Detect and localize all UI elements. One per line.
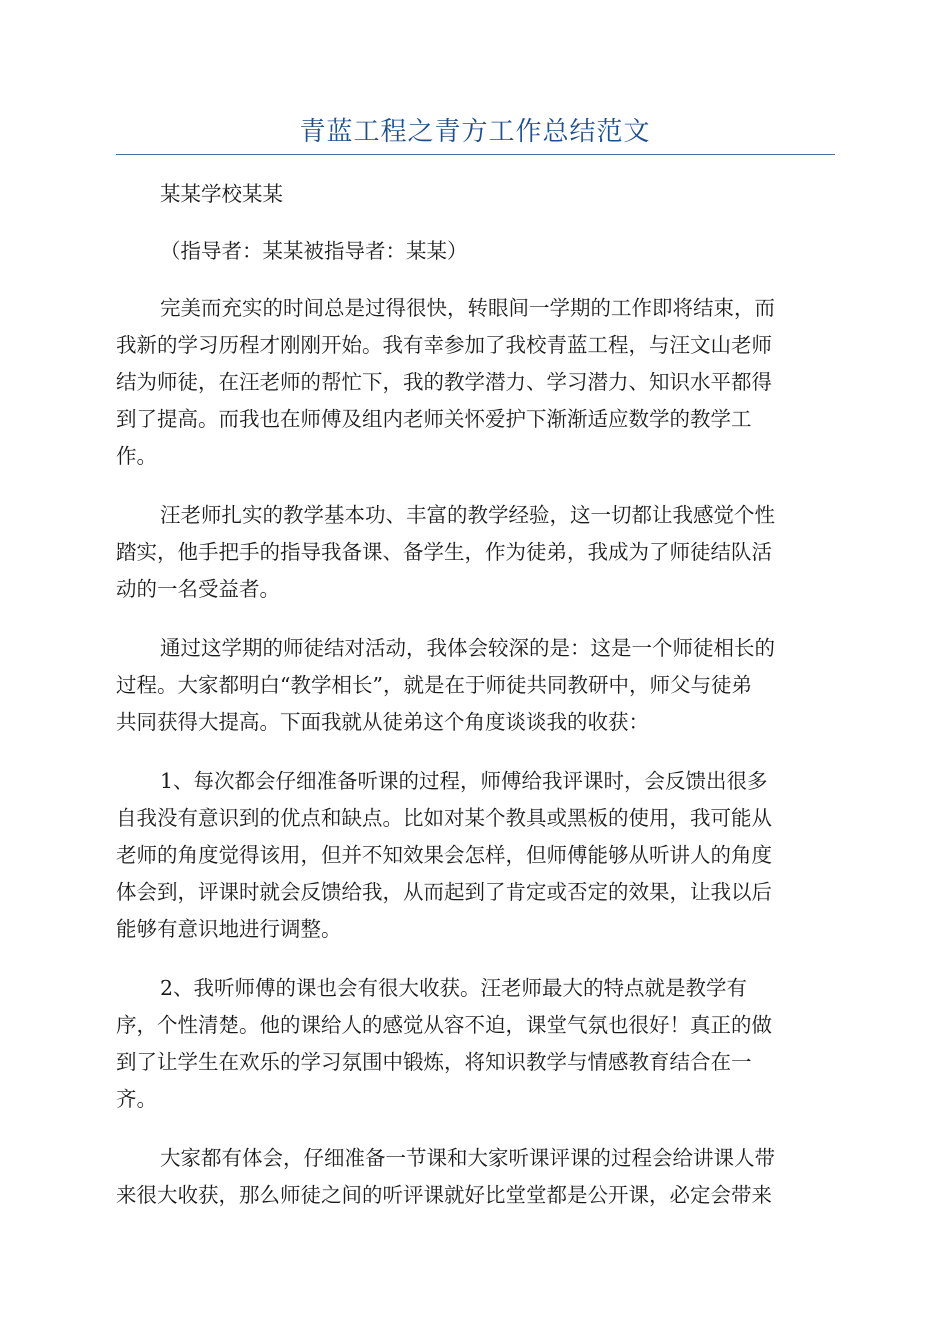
paragraph-line: 我新的学习历程才刚刚开始。我有幸参加了我校青蓝工程，与汪文山老师 [116, 333, 772, 357]
paragraph-line: 齐。 [116, 1087, 157, 1111]
paragraph-line: 2、我听师傅的课也会有很大收获。汪老师最大的特点就是教学有 [160, 976, 748, 1000]
paragraph-line: 自我没有意识到的优点和缺点。比如对某个教具或黑板的使用，我可能从 [116, 806, 772, 830]
paragraph-line: 体会到，评课时就会反馈给我，从而起到了肯定或否定的效果，让我以后 [116, 880, 772, 904]
paragraph-line: 老师的角度觉得该用，但并不知效果会怎样，但师傅能够从听讲人的角度 [116, 843, 772, 867]
mentor-line: （指导者：某某被指导者：某某） [160, 239, 468, 263]
document-title: 青蓝工程之青方工作总结范文 [299, 117, 651, 147]
paragraph-line: 来很大收获，那么师徒之间的听评课就好比堂堂都是公开课，必定会带来 [116, 1183, 772, 1207]
paragraph-line: 动的一名受益者。 [116, 577, 280, 601]
paragraph-5 [116, 970, 835, 1118]
paragraph-line: 通过这学期的师徒结对活动，我体会较深的是：这是一个师徒相长的 [160, 636, 775, 660]
paragraph-line: 到了让学生在欢乐的学习氛围中锻炼，将知识教学与情感教育结合在一 [116, 1050, 752, 1074]
paragraph-line: 能够有意识地进行调整。 [116, 917, 342, 941]
paragraph-line: 过程。大家都明白“教学相长”，就是在于师徒共同教研中，师父与徒弟 [116, 673, 752, 697]
document-body [116, 176, 835, 1214]
paragraph-3 [116, 630, 835, 741]
paragraph-line: 完美而充实的时间总是过得很快，转眼间一学期的工作即将结束，而 [160, 296, 775, 320]
paragraph-line: 到了提高。而我也在师傅及组内老师关怀爱护下渐渐适应数学的教学工 [116, 407, 752, 431]
paragraph-line: 序，个性清楚。他的课给人的感觉从容不迫，课堂气氛也很好！真正的做 [116, 1013, 772, 1037]
paragraph-4 [116, 763, 835, 948]
paragraph-line: 共同获得大提高。下面我就从徒弟这个角度谈谈我的收获： [116, 710, 649, 734]
paragraph-line: 结为师徒，在汪老师的帮忙下，我的教学潜力、学习潜力、知识水平都得 [116, 370, 772, 394]
paragraph-line: 1、每次都会仔细准备听课的过程，师傅给我评课时，会反馈出很多 [160, 769, 768, 793]
paragraph-line: 踏实，他手把手的指导我备课、备学生，作为徒弟，我成为了师徒结队活 [116, 540, 772, 564]
paragraph-6 [116, 1140, 835, 1214]
author-line: 某某学校某某 [160, 182, 283, 206]
paragraph-line: 汪老师扎实的教学基本功、丰富的教学经验，这一切都让我感觉个性 [160, 503, 775, 527]
paragraph-line: 作。 [116, 444, 157, 468]
paragraph-1 [116, 290, 835, 475]
paragraph-2 [116, 497, 835, 608]
title-underline [116, 154, 835, 155]
paragraph-line: 大家都有体会，仔细准备一节课和大家听课评课的过程会给讲课人带 [160, 1146, 775, 1170]
